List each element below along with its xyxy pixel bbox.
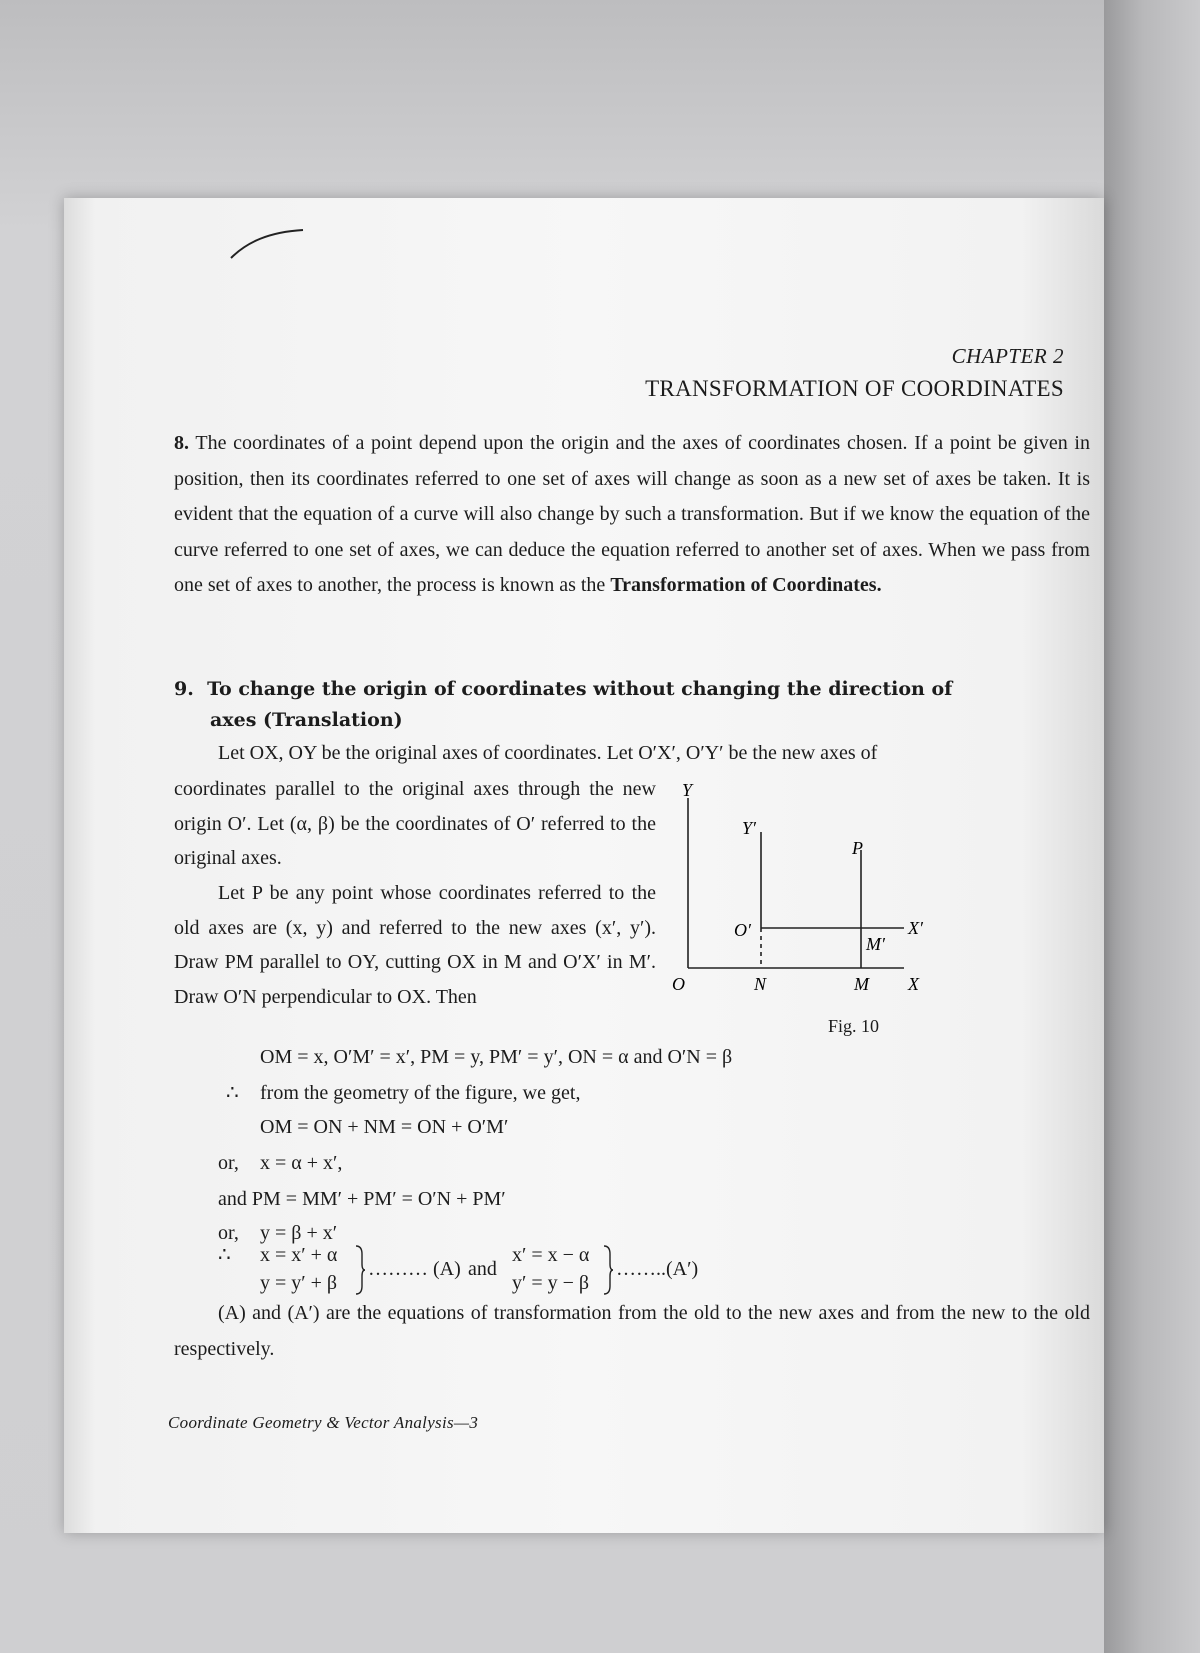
page-edge-shadow bbox=[1104, 0, 1200, 1653]
chapter-label: CHAPTER 2 bbox=[951, 344, 1064, 368]
section-9-heading-line2: axes (Translation) bbox=[210, 709, 403, 731]
section-9-heading bbox=[174, 674, 1090, 736]
system-a-label: ……… (A) bbox=[368, 1258, 461, 1280]
fig-label-y-prime: Y′ bbox=[742, 818, 756, 838]
fig-label-x-prime: X′ bbox=[908, 918, 923, 938]
system-b-brace bbox=[602, 1244, 614, 1296]
section-9-intro: Let OX, OY be the original axes of coordinates. Let O′X′, O′Y′ be the new axes of bbox=[218, 742, 878, 764]
fig-label-o-prime: O′ bbox=[734, 920, 751, 940]
equation-pm: and PM = MM′ + PM′ = O′N + PM′ bbox=[218, 1188, 506, 1210]
fig-label-p: P bbox=[852, 838, 863, 858]
section-9-heading-line1: To change the origin of coordinates without changing the direction of bbox=[207, 678, 953, 700]
section-9-wrap-paragraph-1: coordinates parallel to the original axes through the new origin O′. Let (α, β) be the coordinates of O′ referred to the original axes. bbox=[174, 778, 656, 869]
section-8-text: The coordinates of a point depend upon the origin and the axes of coordinates chosen. If a point be given in position, then its coordinates referred to one set of axes will change as soon as a new set of axes be taken. It is evident that the equation of a curve will also change by such a transformation. But if we know the equation of the curve referred to one set of axes, we can deduce the equation referred to another set of axes. When we pass from one set of axes to another, the process is known as the bbox=[174, 432, 1090, 596]
closing-paragraph: (A) and (A′) are the equations of transformation from the old to the new axes and from the new to the old respectively. bbox=[174, 1302, 1090, 1360]
system-b-label: ……..(A′) bbox=[616, 1258, 699, 1280]
system-a-brace bbox=[354, 1244, 366, 1296]
system-b-line-2: y′ = y − β bbox=[512, 1272, 590, 1294]
system-and: and bbox=[468, 1258, 497, 1280]
equation-y: y = β + x′ bbox=[260, 1222, 338, 1244]
system-b-line-1: x′ = x − α bbox=[512, 1244, 590, 1266]
section-8-bold-term: Transformation of Coordinates. bbox=[610, 574, 882, 596]
equation-x: x = α + x′, bbox=[260, 1152, 343, 1174]
therefore-symbol: ∴ bbox=[226, 1082, 239, 1104]
section-8-number: 8. bbox=[174, 432, 189, 454]
fig-label-y: Y bbox=[682, 784, 693, 800]
equation-or-1: or, bbox=[218, 1152, 239, 1174]
system-a-line-2: y = y′ + β bbox=[260, 1272, 338, 1294]
pen-mark bbox=[229, 226, 309, 262]
section-8-paragraph bbox=[174, 426, 1090, 604]
fig-label-x: X bbox=[908, 974, 919, 994]
book-page bbox=[64, 198, 1104, 1533]
fig-label-m: M bbox=[854, 974, 869, 994]
system-therefore: ∴ bbox=[218, 1244, 231, 1266]
fig-label-m-prime: M′ bbox=[866, 934, 885, 954]
section-9-number: 9. bbox=[174, 678, 194, 700]
equation-om: OM = ON + NM = ON + O′M′ bbox=[260, 1116, 509, 1138]
page-footer: Coordinate Geometry & Vector Analysis—3 bbox=[168, 1413, 479, 1432]
section-9-wrap-paragraph-2: Let P be any point whose coordinates referred to the old axes are (x, y) and referred to the new axes (x′, y′). Draw PM parallel to OY, cutting OX in M and O′X′ in M′. Draw O′N perpendicular to OX. Then bbox=[174, 882, 656, 1008]
equation-or-2: or, bbox=[218, 1222, 239, 1244]
figure-caption: Fig. 10 bbox=[828, 1016, 880, 1036]
equation-definitions: OM = x, O′M′ = x′, PM = y, PM′ = y′, ON = α and O′N = β bbox=[260, 1046, 733, 1068]
chapter-title: TRANSFORMATION OF COORDINATES bbox=[645, 376, 1064, 401]
figure-10-diagram bbox=[664, 784, 954, 1014]
system-a-line-1: x = x′ + α bbox=[260, 1244, 338, 1266]
fig-label-o: O bbox=[672, 974, 685, 994]
fig-label-n: N bbox=[754, 974, 767, 994]
equation-geometry-note: from the geometry of the figure, we get, bbox=[260, 1082, 581, 1104]
